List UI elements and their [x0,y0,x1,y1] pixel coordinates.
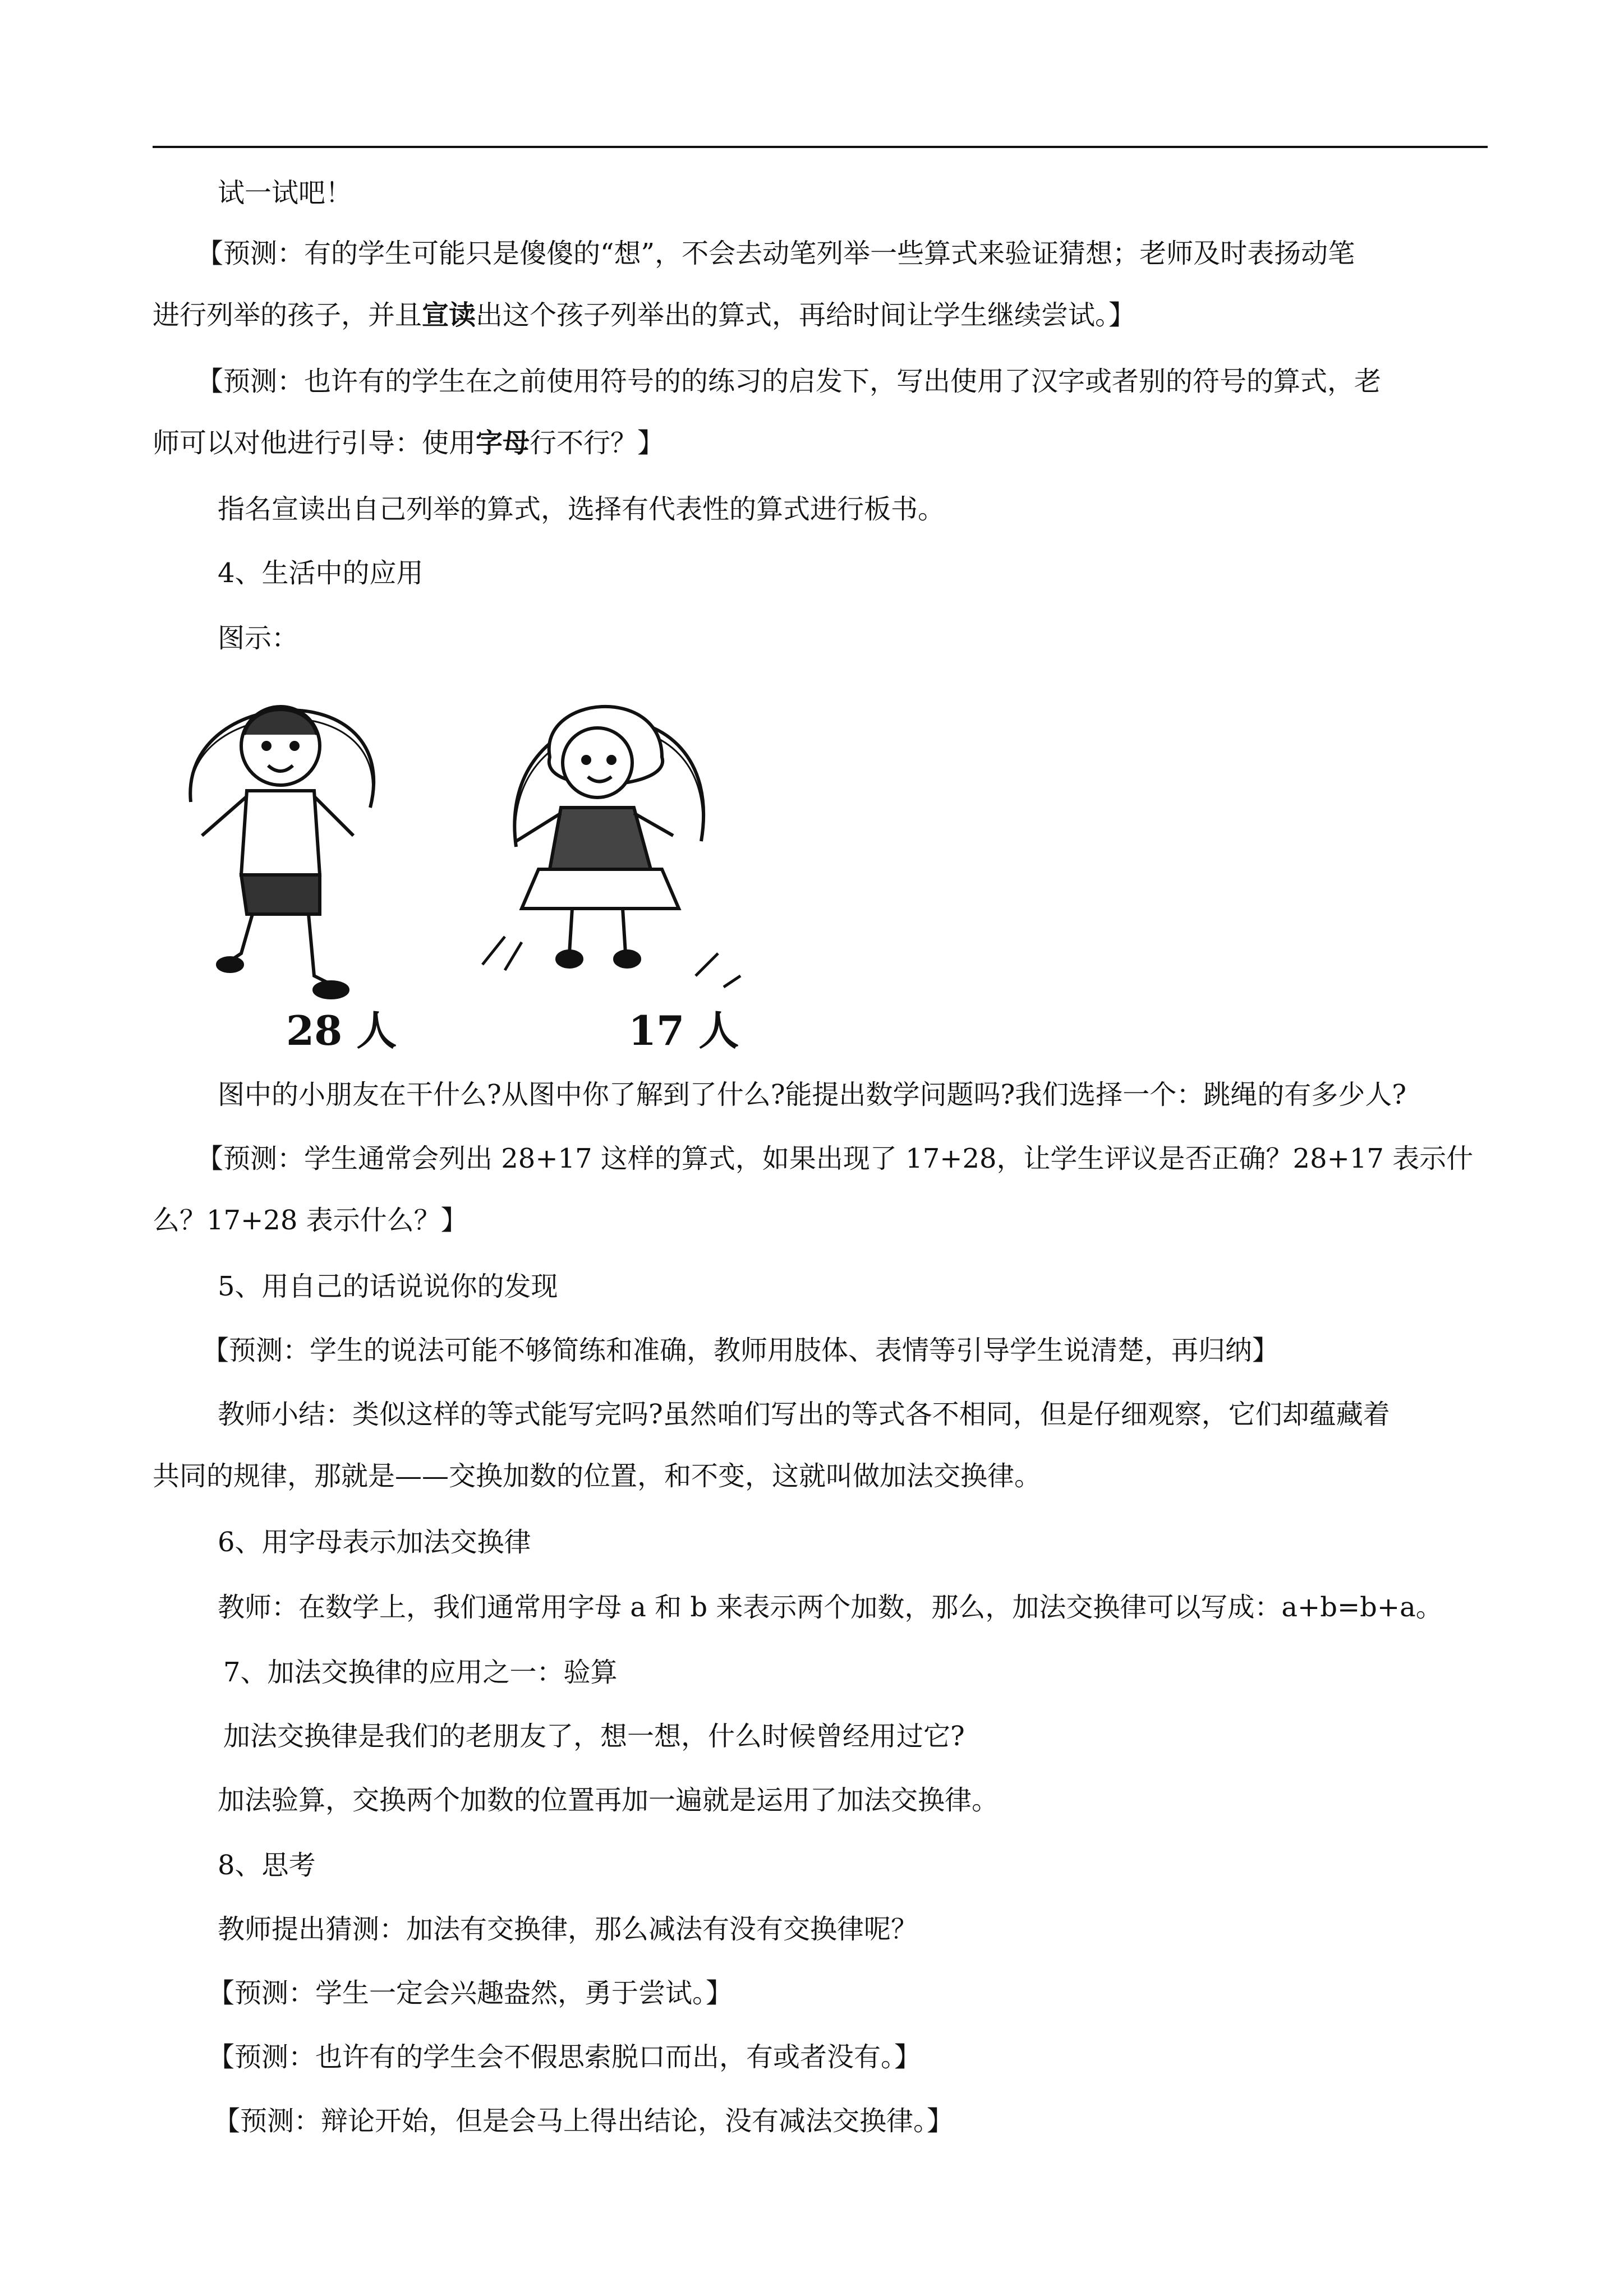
text-span: 进行列举的孩子，并且 [153,299,422,331]
text-line: 【预测：辩论开始，但是会马上得出结论，没有减法交换律。】 [213,2105,954,2137]
text-line: 图中的小朋友在干什么?从图中你了解到了什么?能提出数学问题吗?我们选择一个：跳绳的有多少人? [218,1079,1406,1110]
text-line: 【预测：也许有的学生在之前使用符号的的练习的启发下，写出使用了汉字或者别的符号的算式，老 [196,366,1382,397]
text-span: 行不行？】 [530,427,665,459]
header-rule [153,146,1488,148]
text-line: 图示： [218,623,299,654]
text-span: 出这个孩子列举出的算式，再给时间让学生继续尝试。】 [476,299,1136,331]
boy-caption: 28 人 [286,1007,397,1054]
text-line: 指名宣读出自己列举的算式，选择有代表性的算式进行板书。 [218,494,945,525]
text-line: 【预测：学生一定会兴趣盎然，勇于尝试。】 [208,1977,733,2009]
section-heading: 4、生活中的应用 [218,557,424,589]
text-line: 【预测：学生的说法可能不够简练和准确，教师用肢体、表情等引导学生说清楚，再归纳】 [202,1335,1280,1366]
section-heading: 5、用自己的话说说你的发现 [218,1271,558,1302]
section-heading: 7、加法交换律的应用之一：验算 [223,1657,618,1688]
bold-term: 字母 [476,427,530,459]
girl-caption: 17 人 [628,1007,739,1054]
text-line: 【预测：学生通常会列出 28+17 这样的算式，如果出现了 17+28，让学生评议是否正确？28+17 表示什 [196,1143,1474,1174]
section-heading: 6、用字母表示加法交换律 [218,1527,531,1558]
girl-jumping-rope-icon [482,707,740,987]
jump-rope-illustration [168,662,785,1054]
text-line: 加法交换律是我们的老朋友了，想一想，什么时候曾经用过它? [223,1721,965,1752]
text-line: 试一试吧！ [218,177,353,209]
text-line: 【预测：有的学生可能只是傻傻的“想”，不会去动笔列举一些算式来验证猜想；老师及时表扬动笔 [196,238,1355,269]
text-line [153,425,664,461]
bold-term: 宣读 [422,299,476,331]
text-line: 教师：在数学上，我们通常用字母 a 和 b 来表示两个加数，那么，加法交换律可以写成：a+b=b+a。 [218,1592,1443,1623]
section-heading: 8、思考 [218,1850,316,1881]
text-line: 加法验算，交换两个加数的位置再加一遍就是运用了加法交换律。 [218,1785,999,1816]
text-span: 师可以对他进行引导：使用 [153,427,476,459]
text-line: 教师小结：类似这样的等式能写完吗?虽然咱们写出的等式各不相同，但是仔细观察，它们却蕴藏着 [218,1399,1390,1430]
text-line: 么？17+28 表示什么？】 [153,1205,468,1236]
text-line: 共同的规律，那就是——交换加数的位置，和不变，这就叫做加法交换律。 [153,1460,1042,1492]
text-line: 【预测：也许有的学生会不假思索脱口而出，有或者没有。】 [208,2041,922,2073]
text-line: 教师提出猜测：加法有交换律，那么减法有没有交换律呢？ [218,1914,918,1945]
boy-jumping-rope-icon [190,707,374,998]
text-line [153,297,1135,333]
